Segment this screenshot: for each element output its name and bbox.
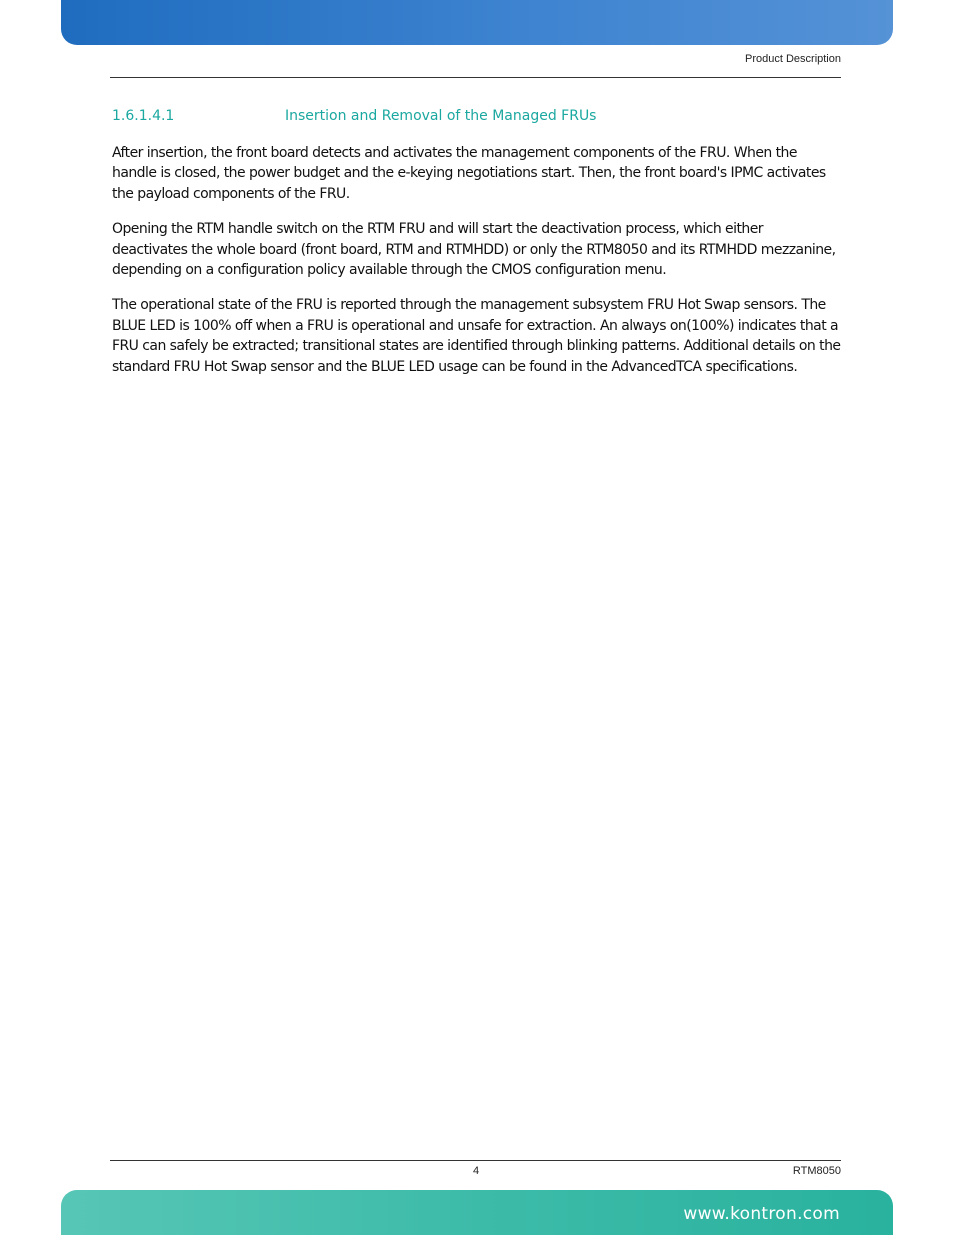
paragraph: After insertion, the front board detects and activates the management components of the FRU. When the handle is closed, the power budget and the e-keying negotiations start. Then, the front board's IPMC activates the payload components of the FRU. xyxy=(112,145,826,202)
paragraph: Opening the RTM handle switch on the RTM FRU and will start the deactivation process, which either deactivates the whole board (front board, RTM and RTMHDD) or only the RTM8050 and its RTMHDD mezzanine, depending on a configuration policy available through the CMOS configuration menu. xyxy=(112,221,836,279)
section-heading xyxy=(112,108,841,124)
footer-divider xyxy=(110,1160,841,1161)
paragraph: The operational state of the FRU is reported through the management subsystem FRU Hot Swap sensors. The BLUE LED is 100% off when a FRU is operational and unsafe for extraction. An always on(100%) indicates that a FRU can safely be extracted; transitional states are identified through blinking patterns. Additional details on the standard FRU Hot Swap sensor and the BLUE LED usage can be found in the AdvancedTCA specifications. xyxy=(112,297,841,375)
document-id: RTM8050 xyxy=(792,1165,841,1177)
footer-banner xyxy=(61,1190,893,1235)
header-divider xyxy=(110,77,841,78)
body-text xyxy=(112,143,842,392)
section-title: Insertion and Removal of the Managed FRUs xyxy=(285,108,597,124)
page-number: 4 xyxy=(473,1165,480,1177)
section-number: 1.6.1.4.1 xyxy=(112,108,175,124)
header-banner xyxy=(61,0,893,45)
website-link[interactable]: www.kontron.com xyxy=(683,1204,840,1224)
running-header-title: Product Description xyxy=(745,53,841,65)
